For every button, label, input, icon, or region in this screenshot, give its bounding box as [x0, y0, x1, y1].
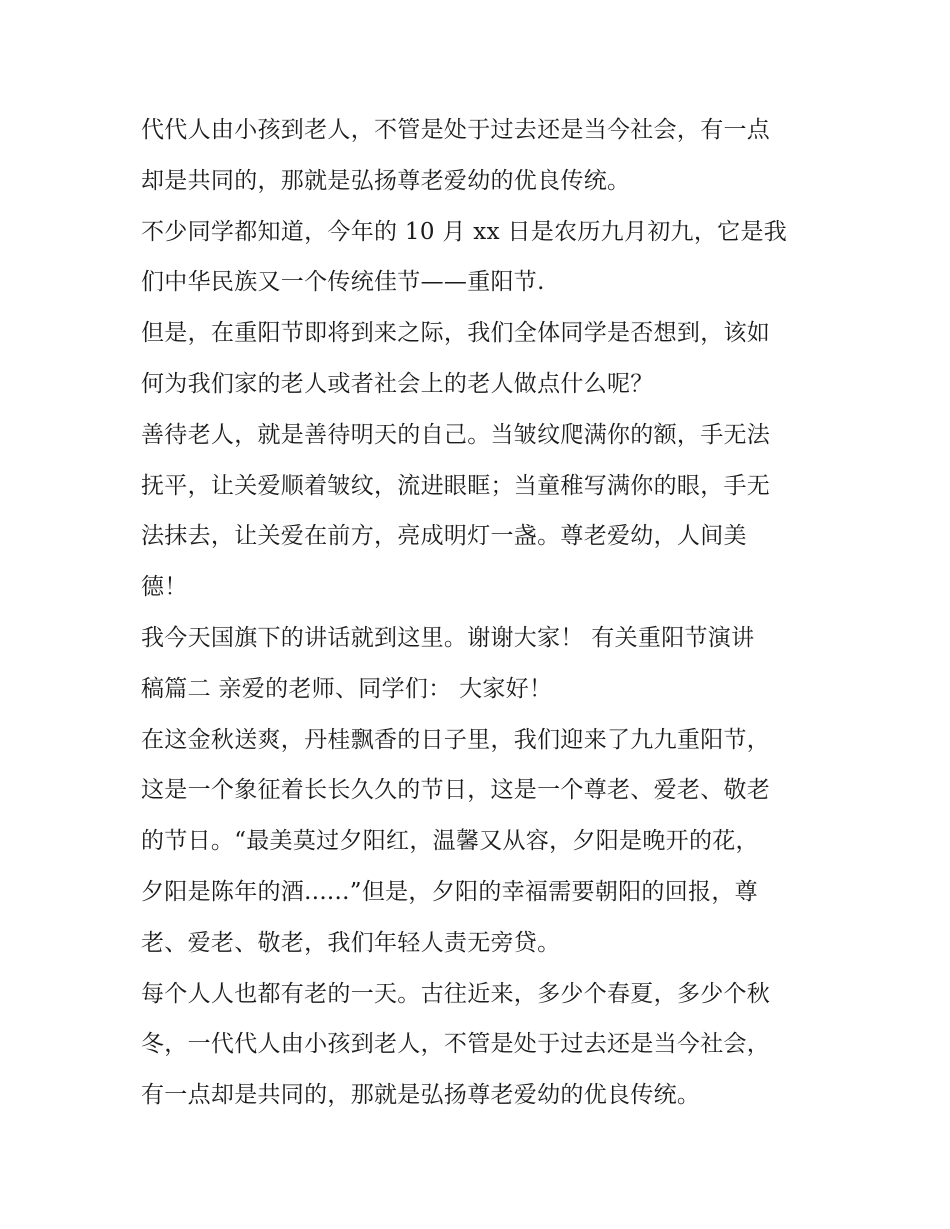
text-line: 抚平，让关爱顺着皱纹，流进眼眶；当童稚写满你的眼，手无 — [141, 472, 771, 499]
text-line: 却是共同的，那就是弘扬尊老爱幼的优良传统。 — [141, 167, 631, 194]
text-line: 老、爱老、敬老，我们年轻人责无旁贷。 — [141, 929, 561, 956]
document-body — [141, 105, 813, 1121]
text-line: 每个人人也都有老的一天。古往近来，多少个春夏，多少个秋 — [141, 980, 771, 1007]
text-line: 冬，一代代人由小孩到老人，不管是处于过去还是当今社会， — [141, 1031, 771, 1058]
text-line: 但是，在重阳节即将到来之际，我们全体同学是否想到，该如 — [141, 320, 771, 347]
text-line: 我今天国旗下的讲话就到这里。谢谢大家！ 有关重阳节演讲 — [141, 624, 755, 651]
text-line: 夕阳是陈年的酒......”但是，夕阳的幸福需要朝阳的回报，尊 — [141, 878, 758, 905]
text-line: 有一点却是共同的，那就是弘扬尊老爱幼的优良传统。 — [141, 1082, 701, 1109]
text-line: 这是一个象征着长长久久的节日，这是一个尊老、爱老、敬老 — [141, 777, 771, 804]
text-line: 不少同学都知道，今年的 10 月 xx 日是农历九月初九，它是我 — [141, 218, 788, 245]
text-line: 在这金秋送爽，丹桂飘香的日子里，我们迎来了九九重阳节， — [141, 726, 771, 753]
text-line: 的节日。“最美莫过夕阳红，温馨又从容，夕阳是晚开的花， — [141, 828, 759, 855]
text-line: 代代人由小孩到老人，不管是处于过去还是当今社会，有一点 — [141, 117, 771, 143]
text-line: 善待老人，就是善待明天的自己。当皱纹爬满你的额，手无法 — [141, 421, 771, 448]
text-line: 何为我们家的老人或者社会上的老人做点什么呢？ — [141, 370, 654, 397]
text-line: 法抹去，让关爱在前方，亮成明灯一盏。尊老爱幼，人间美 — [141, 523, 747, 550]
text-line: 德！ — [141, 574, 188, 601]
text-line: 们中华民族又一个传统佳节——重阳节. — [141, 269, 545, 296]
text-line: 稿篇二 亲爱的老师、同学们： 大家好！ — [141, 675, 553, 702]
